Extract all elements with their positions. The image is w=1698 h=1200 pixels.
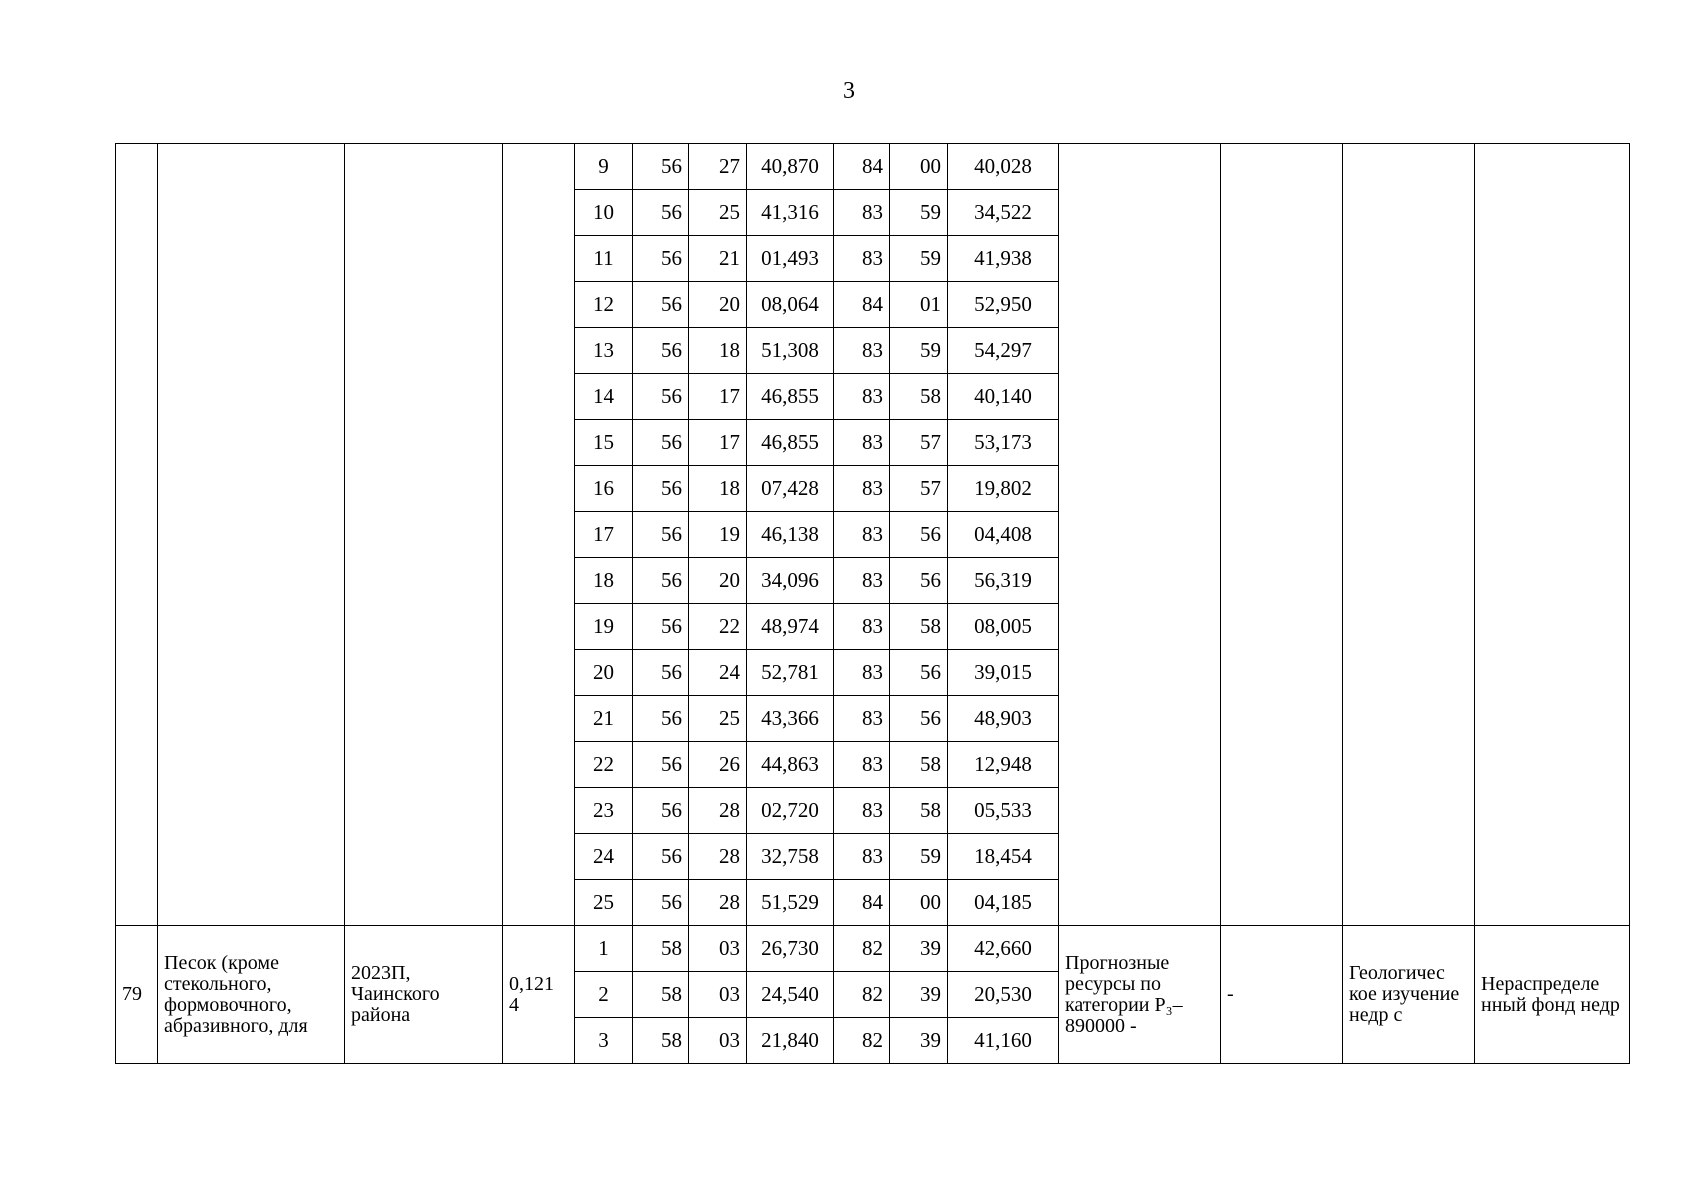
coordinate-cell: 22: [575, 742, 633, 788]
coordinate-cell: 04,185: [948, 880, 1059, 926]
coordinate-cell: 54,297: [948, 328, 1059, 374]
coordinate-cell: 83: [834, 834, 890, 880]
coordinate-cell: 12,948: [948, 742, 1059, 788]
coordinate-cell: 18: [689, 328, 747, 374]
empty-cell: [503, 144, 575, 926]
coordinate-cell: 08,064: [747, 282, 834, 328]
coordinate-cell: 32,758: [747, 834, 834, 880]
coordinate-cell: 84: [834, 880, 890, 926]
coordinate-cell: 19: [689, 512, 747, 558]
coordinate-cell: 17: [689, 420, 747, 466]
coordinate-cell: 58: [890, 742, 948, 788]
coordinate-cell: 56: [633, 190, 689, 236]
coordinate-cell: 84: [834, 282, 890, 328]
coordinate-cell: 46,855: [747, 374, 834, 420]
coordinate-cell: 01: [890, 282, 948, 328]
coordinate-cell: 83: [834, 328, 890, 374]
coordinate-cell: 44,863: [747, 742, 834, 788]
fund-text: Нераспределе нный фонд недр: [1475, 926, 1630, 1064]
coordinate-cell: 58: [633, 926, 689, 972]
coordinate-cell: 83: [834, 512, 890, 558]
coordinate-cell: 56: [890, 512, 948, 558]
coordinate-cell: 48,974: [747, 604, 834, 650]
coordinate-cell: 56: [633, 512, 689, 558]
coordinate-cell: 56: [633, 834, 689, 880]
coordinate-cell: 83: [834, 788, 890, 834]
coordinate-cell: 56,319: [948, 558, 1059, 604]
coordinate-cell: 17: [575, 512, 633, 558]
coordinate-cell: 82: [834, 926, 890, 972]
coordinate-cell: 51,308: [747, 328, 834, 374]
coordinate-cell: 08,005: [948, 604, 1059, 650]
coordinate-cell: 20: [575, 650, 633, 696]
coordinate-cell: 16: [575, 466, 633, 512]
coordinate-cell: 56: [633, 650, 689, 696]
coordinate-cell: 13: [575, 328, 633, 374]
coordinate-cell: 48,903: [948, 696, 1059, 742]
coordinate-cell: 39,015: [948, 650, 1059, 696]
coordinate-cell: 56: [633, 742, 689, 788]
coordinate-cell: 34,522: [948, 190, 1059, 236]
coordinate-cell: 59: [890, 834, 948, 880]
coordinate-cell: 22: [689, 604, 747, 650]
coordinate-cell: 46,855: [747, 420, 834, 466]
coordinate-cell: 56: [890, 696, 948, 742]
coordinate-cell: 00: [890, 880, 948, 926]
coordinate-cell: 07,428: [747, 466, 834, 512]
coordinate-cell: 21: [575, 696, 633, 742]
empty-cell: [345, 144, 503, 926]
coordinate-cell: 24: [575, 834, 633, 880]
coordinate-cell: 40,870: [747, 144, 834, 190]
coordinates-table: [115, 143, 1630, 1064]
coordinate-cell: 04,408: [948, 512, 1059, 558]
coordinate-cell: 28: [689, 880, 747, 926]
coordinate-cell: 20,530: [948, 972, 1059, 1018]
coordinate-cell: 56: [633, 558, 689, 604]
page-number: 3: [843, 78, 855, 104]
coordinate-cell: 39: [890, 926, 948, 972]
coordinate-cell: 18: [689, 466, 747, 512]
coordinate-cell: 25: [689, 696, 747, 742]
coordinate-cell: 24,540: [747, 972, 834, 1018]
coordinate-cell: 23: [575, 788, 633, 834]
coordinate-cell: 82: [834, 1018, 890, 1064]
entry-number: 79: [116, 926, 158, 1064]
coordinate-cell: 18,454: [948, 834, 1059, 880]
coordinate-cell: 56: [890, 558, 948, 604]
coordinate-cell: 58: [890, 604, 948, 650]
coordinate-cell: 58: [890, 374, 948, 420]
coordinate-cell: 11: [575, 236, 633, 282]
coordinate-cell: 14: [575, 374, 633, 420]
coordinate-cell: 00: [890, 144, 948, 190]
coordinate-cell: 01,493: [747, 236, 834, 282]
coordinate-cell: 19,802: [948, 466, 1059, 512]
coordinate-cell: 12: [575, 282, 633, 328]
coordinate-cell: 05,533: [948, 788, 1059, 834]
coordinate-cell: 83: [834, 558, 890, 604]
empty-cell: [1475, 144, 1630, 926]
coordinate-cell: 83: [834, 466, 890, 512]
coordinate-cell: 56: [633, 328, 689, 374]
coordinate-cell: 51,529: [747, 880, 834, 926]
coordinate-cell: 56: [633, 420, 689, 466]
coordinate-cell: 2: [575, 972, 633, 1018]
coordinate-cell: 83: [834, 374, 890, 420]
mineral-name: Песок (кроме стекольного, формовочного, абразивного, для: [158, 926, 345, 1064]
coordinate-cell: 56: [633, 466, 689, 512]
coordinate-cell: 56: [633, 282, 689, 328]
coordinate-cell: 83: [834, 420, 890, 466]
coordinate-cell: 56: [633, 788, 689, 834]
site-name: 2023П, Чаинского района: [345, 926, 503, 1064]
coordinate-cell: 83: [834, 696, 890, 742]
coordinate-cell: 26,730: [747, 926, 834, 972]
resources-text: Прогнозные ресурсы по категории P₃– 890000 -: [1059, 926, 1221, 1064]
coordinate-cell: 82: [834, 972, 890, 1018]
coordinate-cell: 28: [689, 788, 747, 834]
coordinate-cell: 56: [633, 374, 689, 420]
coordinate-cell: 83: [834, 650, 890, 696]
area-value: 0,121 4: [503, 926, 575, 1064]
coordinate-cell: 40,140: [948, 374, 1059, 420]
empty-cell: [1343, 144, 1475, 926]
coordinate-cell: 83: [834, 742, 890, 788]
empty-cell: [158, 144, 345, 926]
coordinate-cell: 39: [890, 1018, 948, 1064]
coordinate-cell: 56: [633, 880, 689, 926]
coordinate-cell: 25: [689, 190, 747, 236]
coordinate-cell: 58: [633, 972, 689, 1018]
coordinate-cell: 20: [689, 282, 747, 328]
coordinate-cell: 56: [633, 236, 689, 282]
coordinate-cell: 56: [633, 696, 689, 742]
coordinate-cell: 41,938: [948, 236, 1059, 282]
coordinate-cell: 40,028: [948, 144, 1059, 190]
coordinate-cell: 42,660: [948, 926, 1059, 972]
coordinate-cell: 21,840: [747, 1018, 834, 1064]
dash-cell: -: [1221, 926, 1343, 1064]
coordinate-cell: 52,950: [948, 282, 1059, 328]
empty-cell: [116, 144, 158, 926]
coordinate-cell: 53,173: [948, 420, 1059, 466]
coordinate-cell: 84: [834, 144, 890, 190]
coordinate-cell: 83: [834, 236, 890, 282]
coordinate-cell: 27: [689, 144, 747, 190]
coordinate-cell: 41,160: [948, 1018, 1059, 1064]
coordinate-cell: 34,096: [747, 558, 834, 604]
coordinate-cell: 03: [689, 972, 747, 1018]
coordinate-cell: 1: [575, 926, 633, 972]
coordinate-cell: 15: [575, 420, 633, 466]
coordinate-cell: 18: [575, 558, 633, 604]
empty-cell: [1221, 144, 1343, 926]
coordinate-cell: 83: [834, 604, 890, 650]
table-row: [116, 926, 1630, 972]
purpose-text: Геологичес кое изучение недр с: [1343, 926, 1475, 1064]
coordinate-cell: 3: [575, 1018, 633, 1064]
coordinate-cell: 56: [633, 144, 689, 190]
coordinate-cell: 24: [689, 650, 747, 696]
coordinate-cell: 56: [633, 604, 689, 650]
empty-cell: [1059, 144, 1221, 926]
coordinate-cell: 19: [575, 604, 633, 650]
coordinate-cell: 46,138: [747, 512, 834, 558]
coordinate-cell: 03: [689, 1018, 747, 1064]
coordinate-cell: 21: [689, 236, 747, 282]
coordinate-cell: 59: [890, 190, 948, 236]
coordinate-cell: 52,781: [747, 650, 834, 696]
coordinate-cell: 9: [575, 144, 633, 190]
coordinate-cell: 43,366: [747, 696, 834, 742]
coordinate-cell: 10: [575, 190, 633, 236]
coordinate-cell: 57: [890, 420, 948, 466]
coordinate-cell: 41,316: [747, 190, 834, 236]
coordinate-cell: 58: [633, 1018, 689, 1064]
coordinate-cell: 25: [575, 880, 633, 926]
coordinate-cell: 83: [834, 190, 890, 236]
coordinate-cell: 03: [689, 926, 747, 972]
coordinate-cell: 56: [890, 650, 948, 696]
table-row: [116, 144, 1630, 190]
coordinate-cell: 57: [890, 466, 948, 512]
coordinate-cell: 20: [689, 558, 747, 604]
coordinate-cell: 39: [890, 972, 948, 1018]
coordinate-cell: 02,720: [747, 788, 834, 834]
coordinate-cell: 17: [689, 374, 747, 420]
coordinate-cell: 59: [890, 328, 948, 374]
coordinate-cell: 59: [890, 236, 948, 282]
coordinate-cell: 26: [689, 742, 747, 788]
coordinate-cell: 58: [890, 788, 948, 834]
coordinate-cell: 28: [689, 834, 747, 880]
